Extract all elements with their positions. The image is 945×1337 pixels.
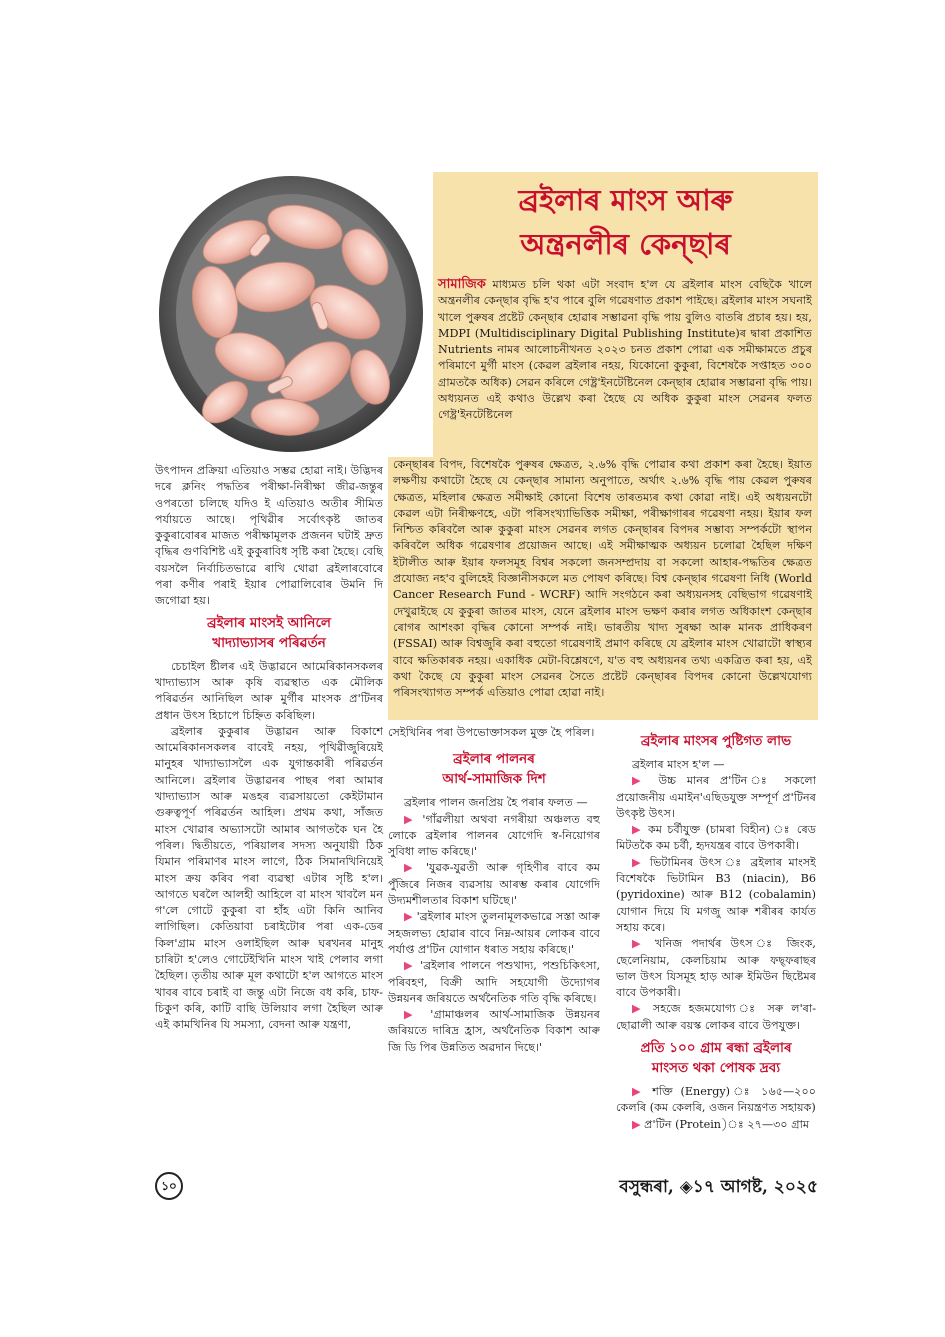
col2-bullet-text: 'গাঁৱলীয়া অথবা নগৰীয়া অঞ্চলত বহু লোকে ব্ৰইলাৰ পালনৰ যোগেদি স্ব-নিয়োগৰ সুবিধা লাভ কৰিছে।' — [388, 812, 600, 859]
column-1 — [155, 463, 383, 1034]
intro-paragraph-top — [438, 277, 812, 424]
col1-paragraph-2: চেচাইল ষ্টীলৰ এই উদ্ভাৱনে আমেৰিকানসকলৰ খাদ্যাভ্যাস আৰু কৃষি ব্যৱস্থাত এক মৌলিক পৰিৱৰ্তন আনিছিল আৰু মুৰ্গীৰ মাংসক প্ৰ'টিনৰ প্ৰধান উৎস হিচাপে চিহ্নিত কৰিছিল। — [155, 659, 383, 722]
col2-bullet-text: 'যুৱক-যুৱতী আৰু গৃহিণীৰ বাবে কম পুঁজিৰে নিজৰ ব্যৱসায় আৰম্ভ কৰাৰ যোগেদি উদ্যমশীলতাৰ বিকাশ ঘটিছে।' — [388, 861, 600, 908]
col2-bullet-text: 'গ্ৰামাঞ্চলৰ আৰ্থ-সামাজিক উন্নয়নৰ জৰিয়তে দাৰিদ্ৰ হ্ৰাস, অৰ্থনৈতিক বিকাশ আৰু জি ডি পিৰ উন্নতিত অৱদান দিছে।' — [388, 1008, 600, 1054]
triangle-bullet-icon: ▶ — [632, 1085, 653, 1099]
triangle-bullet-icon: ▶ — [632, 774, 659, 788]
intro-text-lower: কেন্‌ছাৰৰ বিপদ, বিশেষকৈ পুৰুষৰ ক্ষেত্ৰত, ২.৬% বৃদ্ধি পোৱাৰ কথা প্ৰকাশ কৰা হৈছে। ইয়াত লক্ষণীয় কথাটো হৈছে যে কেন্‌ছাৰ সামান্য অনুপাতে, অৰ্থাৎ ২.৬% বৃদ্ধি পায় কেৱল পুৰুষৰ ক্ষেত্ৰত, মহিলাৰ ক্ষেত্ৰত সমীক্ষাই কোনো বিশেষ তাৰতম্যৰ কথা কোৱা নাই। এই অধ্যয়নটো কেৱল এটা নিৰীক্ষণহে, এটা পৰিসংখ্যাভিত্তিক সমীক্ষা, পৰীক্ষাগাৰৰ গৱেষণা নহয়। ইয়াৰ ফল নিশ্চিত কৰিবলৈ আৰু কুকুৰা মাংস সেৱনৰ লগত কেন্‌ছাৰৰ বিপদৰ সম্ভাব্য সম্পৰ্কটো স্থাপন কৰিবলৈ অধিক গৱেষণাৰ প্ৰয়োজন আছে। এই সমীক্ষাত্মক অধ্যয়ন চলোৱা হৈছিল দক্ষিণ ইটালীত আৰু ইয়াৰ ফলসমূহ বিশ্বৰ সকলো জনসম্প্ৰদায় বা সকলো আহাৰ-পদ্ধতিৰ ক্ষেত্ৰত প্ৰযোজ্য নহ'ব বুলিহেই বিজ্ঞানীসকলে মত পোষণ কৰিছে। বিশ্ব কেন্‌ছাৰ গৱেষণা নিধি (World Cancer Research Fund - WCRF) আদি সংগঠনে কৰা অধ্যয়নসহ বেছিভাগ গৱেষণাই দেখুৱাইছে যে কুকুৰা জাতৰ মাংস, যেনে ব্ৰইলাৰ মাংস ভক্ষণ কৰাৰ লগত অধিকাংশ কেন্‌ছাৰ ৰোগৰ আশংকা বৃদ্ধিৰ কোনো সম্পৰ্ক নাই। ভাৰতীয় খাদ্য সুৰক্ষা আৰু মানক প্ৰাধিকৰণ (FSSAI) আৰু বিশ্বজুৰি কৰা বহুতো গৱেষণাই প্ৰমাণ কৰিছে যে ব্ৰইলাৰ মাংস খোৱাটো স্বাস্থ্যৰ বাবে ক্ষতিকাৰক নহয়। একাধিক মেটা-বিশ্লেষণে, য'ত বহু অধ্যয়নৰ তথ্য একত্ৰিত কৰা হয়, এই কথা কৈছে যে কুকুৰা মাংস সেৱনৰ সৈতে প্ৰষ্টেট কেন্‌ছাৰৰ বিপদৰ কোনো উল্লেখযোগ্য পৰিসংখ্যাগত সম্পৰ্ক এতিয়াও পোৱা হোৱা নাই। — [393, 458, 812, 700]
col3-bullet — [616, 822, 816, 855]
col3-nutrient — [616, 1084, 816, 1117]
col3-subheading-2-line-2: মাংসত থকা পোষক দ্ৰব্য — [651, 1060, 781, 1077]
col1-paragraph-1: উৎপাদন প্ৰক্ৰিয়া এতিয়াও সম্ভৱ হোৱা নাই। উদ্ভিদৰ দৰে ক্লনিং পদ্ধতিৰ পৰীক্ষা-নিৰীক্ষা জীৱ-জন্তুৰ ওপৰতো চলিছে যদিও ই এতিয়াও অতীৰ সীমিত পৰ্যায়তে আছে। পৃথিৱীৰ সৰ্বোৎকৃষ্ট জাতৰ কুকুৰাবোৰৰ মাজত পৰীক্ষামূলক প্ৰজনন ঘটাই দ্ৰুত বৃদ্ধিৰ গুণবিশিষ্ট এই কুকুৰাবিধ সৃষ্টি কৰা হৈছে। বেছি বয়সলৈ নিৰ্বাচিতভাৱে ৰাখি থোৱা ব্ৰইলাৰবোৰে পৰা কণীৰ পৰাই ইয়াৰ পোৱালিবোৰ উমনি দি জগোৱা হয়। — [155, 464, 383, 608]
triangle-bullet-icon: ▶ — [404, 812, 423, 826]
col2-subheading-line-1: ব্ৰইলাৰ পালনৰ — [453, 751, 535, 768]
col3-bullet-text: খনিজ পদাৰ্থৰ উৎস ঃ জিংক, ছেলেনিয়াম, কেলচিয়াম আৰু ফছ্‌ফৰাছৰ ভাল উৎস যিসমূহ হাড় আৰু ইমিউন ছিষ্টেমৰ বাবে উপকাৰী। — [616, 937, 816, 1000]
col3-bullet — [616, 855, 816, 936]
article-title — [433, 172, 818, 272]
col2-bullet — [388, 860, 600, 909]
intro-paragraph-lower — [393, 457, 812, 701]
chicken-drumsticks-bowl-image — [155, 172, 427, 457]
footer-publication-date: বসুন্ধৰা, ◈১৭ আগষ্ট, ২০২৫ — [619, 1177, 818, 1197]
col3-bullet-text: উচ্চ মানৰ প্ৰ'টিন ঃ সকলো প্ৰয়োজনীয় এমাইন'এছিডযুক্ত সম্পূৰ্ণ প্ৰ'টিনৰ উৎকৃষ্ট উৎস। — [616, 774, 816, 820]
col3-bullet — [616, 1001, 816, 1034]
triangle-bullet-icon: ▶ — [632, 823, 648, 837]
col2-bullet-text: 'ব্ৰইলাৰ মাংস তুলনামূলকভাৱে সস্তা আৰু সহজলভ্য হোৱাৰ বাবে নিম্ন-আয়ৰ লোকৰ বাবে পৰ্যাপ্ত প্ৰ'টিন যোগান ধৰাত সহায় কৰিছে।' — [388, 910, 600, 956]
triangle-bullet-icon: ▶ — [632, 855, 650, 869]
col3-subheading: ব্ৰইলাৰ মাংসৰ পুষ্টিগত লাভ — [640, 733, 792, 749]
triangle-bullet-icon: ▶ — [404, 959, 421, 973]
col1-paragraph-3: ব্ৰইলাৰ কুকুৰাৰ উদ্ভাৱন আৰু বিকাশে আমেৰিকানসকলৰ বাবেই নহয়, পৃথিৱীজুৰিয়েই মানুহৰ খাদ্যাভ্যাসলৈ এক যুগান্তকাৰী পৰিৱৰ্তন আনিলে। ব্ৰইলাৰ উদ্ভাৱনৰ পাছৰ পৰা আমাৰ খাদ্যাভ্যাস আৰু মঙহৰ ব্যৱসায়তো কেইটামান গুৰুত্বপূৰ্ণ পৰিৱৰ্তন আহিল। প্ৰথম কথা, সাঁজত মাংস খোৱাৰ অভ্যাসটো আমাৰ আগতকৈ ঘন হৈ পৰিল। দ্বিতীয়তে, পৰিয়ালৰ সদস্য অনুযায়ী ঠিক যিমান পৰিমাণৰ মাংস লাগে, ঠিক সিমানখিনিয়েই মাংস ক্ৰয় কৰিব পৰা ব্যৱস্থা এটাৰ সৃষ্টি হ'ল। আগতে ঘৰলৈ আলহী আহিলে বা মাংস খাবলৈ মন গ'লে গোটে কুকুৰা বা হাঁহ এটা কিনি আনিব লাগিছিল। কেতিয়াবা চৰাইটোৰ পৰা এক-ডেৰ কিল'গ্ৰাম মাংস ওলাইছিল আৰু ঘৰখনৰ মানুহ চাৰিটা হ'লেও গোটেইখিনি মাংস খাই পেলাব লগা হৈছিল। তৃতীয় আৰু মূল কথাটো হ'ল আগতে মাংস খাবৰ বাবে চৰাই বা জন্তু এটা নিজে বধ কৰি, চাফ-চিকুণ কৰি, কাটি বাছি উলিয়াব লগা হৈছিল আৰু এই কামখিনিৰ যি সমস্যা, বেদনা আৰু যন্ত্ৰণা, — [155, 724, 383, 1032]
col2-intro: ব্ৰইলাৰ পালন জনপ্ৰিয় হৈ পৰাৰ ফলত — — [404, 796, 588, 810]
col3-bullet-text: কম চৰ্বীযুক্ত (চামৰা বিহীন) ঃ ৰেড মিটতকৈ কম চৰ্বী, হৃদযন্ত্ৰৰ বাবে উপকাৰী। — [616, 823, 816, 853]
col3-bullet-text: ভিটামিনৰ উৎস ঃ ব্ৰইলাৰ মাংসই বিশেষকৈ ভিটামিন B3 (niacin), B6 (pyridoxine) আৰু B12 (cobalamin) যোগান দিয়ে যি মগজু আৰু শৰীৰৰ কাৰ্যত সহায় কৰে। — [616, 855, 816, 934]
col2-bullet-text: 'ব্ৰইলাৰ পালনে পশুখাদ্য, পশুচিকিৎসা, পৰিবহণ, বিক্ৰী আদি সহযোগী উদ্যোগৰ উন্নয়নৰ জৰিয়তে অৰ্থনৈতিক গতি বৃদ্ধি কৰিছে। — [388, 959, 600, 1005]
col2-bullet — [388, 1007, 600, 1056]
triangle-bullet-icon: ▶ — [404, 1008, 431, 1022]
intro-text-top: মাধ্যমত চলি থকা এটা সংবাদ হ'ল যে ব্ৰইলাৰ মাংস বেছিকৈ খালে অন্ত্ৰনলীৰ কেন্‌ছাৰ বৃদ্ধি হ'ব পাৰে বুলি গৱেষণাত প্ৰকাশ পাইছে। ব্ৰইলাৰ মাংস সঘনাই খালে পুৰুষৰ প্ৰষ্টেট কেন্‌ছাৰ হোৱাৰ সম্ভাৱনা বৃদ্ধি পায় বুলিও বাতৰি প্ৰচাৰ হয়। হয়, MDPI (Multidisciplinary Digital Publishing Institute)ৰ দ্বাৰা প্ৰকাশিত Nutrients নামৰ আলোচনীখনত ২০২৩ চনত প্ৰকাশ পোৱা এক সমীক্ষামতে প্ৰচুৰ পৰিমাণে মুৰ্গী মাংস (কেৱল ব্ৰইলাৰ নহয়, যিকোনো কুকুৰা, বিশেষকৈ সপ্তাহত ৩০০ গ্ৰামতকৈ অধিক) সেৱন কৰিলে গেষ্ট্ৰ'ইনটেষ্টিনেল কেন্‌ছাৰ হোৱাৰ সম্ভাৱনা বৃদ্ধি পায়। অধ্যয়নত এই কথাও উল্লেখ কৰা হৈছে যে অধিক কুকুৰা মাংস সেৱনৰ ফলত গেষ্ট্ৰ'ইনটেষ্টিনেল — [438, 278, 812, 422]
col3-bullet — [616, 773, 816, 822]
col1-subheading-line-2: খাদ্যাভ্যাসৰ পৰিৱৰ্তন — [212, 634, 326, 651]
col3-subheading-2 — [616, 1038, 816, 1078]
triangle-bullet-icon: ▶ — [632, 1002, 653, 1016]
triangle-bullet-icon: ▶ — [404, 861, 426, 875]
col2-bullet — [388, 812, 600, 861]
intro-lead-word: সামাজিক — [438, 277, 486, 292]
triangle-bullet-icon: ▶ — [404, 910, 417, 924]
column-3 — [616, 725, 816, 1133]
triangle-bullet-icon: ▶ — [632, 1117, 645, 1131]
col3-intro: ব্ৰইলাৰ মাংস হ'ল — — [632, 758, 725, 771]
col2-bullet — [388, 958, 600, 1007]
col3-subheading-2-line-1: প্ৰতি ১০০ গ্ৰাম ৰন্ধা ব্ৰইলাৰ — [640, 1040, 792, 1057]
triangle-bullet-icon: ▶ — [632, 937, 656, 951]
col2-bullet — [388, 909, 600, 958]
col3-bullet — [616, 936, 816, 1001]
col3-nutrient — [616, 1117, 816, 1133]
col3-nutrient-text: শক্তি (Energy) ঃ ১৬৫—২০০ কেলৰি (কম কেলৰি, ওজন নিয়ন্ত্ৰণত সহায়ক) — [616, 1085, 816, 1115]
title-line-1: ব্ৰইলাৰ মাংস আৰু — [518, 183, 733, 217]
col2-paragraph-1: সেইখিনিৰ পৰা উপভোক্তাসকল মুক্ত হৈ পৰিল। — [388, 726, 595, 739]
page-number: ১০ — [155, 1172, 183, 1200]
column-2 — [388, 725, 600, 1056]
col1-subheading-line-1: ব্ৰইলাৰ মাংসই আনিলে — [207, 614, 331, 631]
col3-nutrient-text: প্ৰ'টিন (Protein)ঃ ২৭—৩০ গ্ৰাম — [644, 1117, 810, 1131]
chicken-drumsticks-photo — [155, 172, 427, 457]
col2-subheading-line-2: আৰ্থ-সামাজিক দিশ — [442, 771, 546, 788]
col1-subheading — [155, 613, 383, 653]
title-line-2: অন্ত্ৰনলীৰ কেন্‌ছাৰ — [520, 227, 731, 261]
col3-bullet-text: সহজে হজমযোগ্য ঃ সৰু ল'ৰা-ছোৱালী আৰু বয়স্ক লোকৰ বাবে উপযুক্ত। — [616, 1002, 816, 1032]
col2-subheading — [388, 749, 600, 789]
